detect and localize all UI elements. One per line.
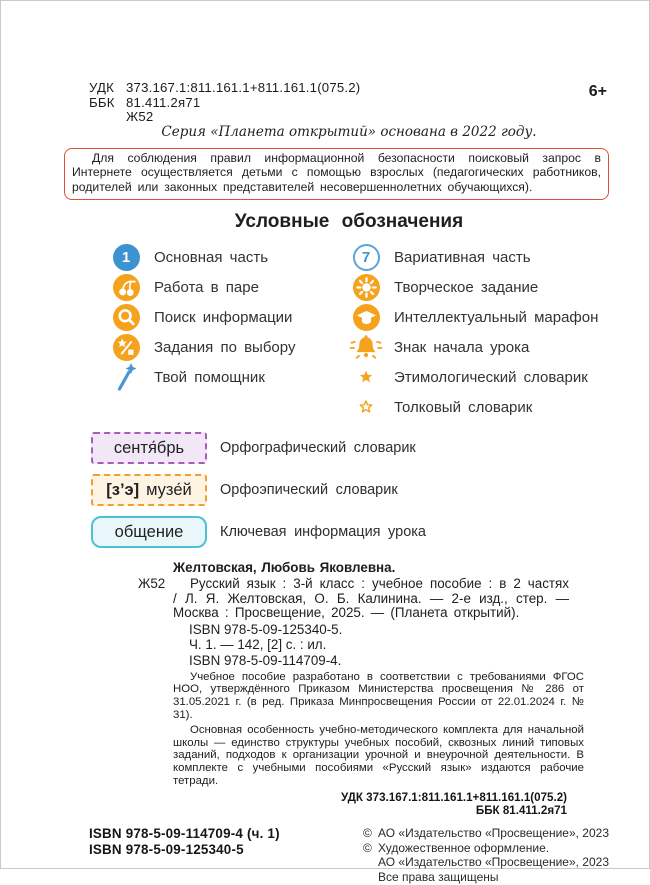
author-code: Ж52 [126, 109, 154, 124]
safety-notice-text: Для соблюдения правил информационной безопасности поисковый запрос в Интернете осуществляется детьми с помощью взрослых (педагогических работников, родителей или законных представителей несовершеннолетних обучающихся). [72, 150, 601, 194]
legend-item-label: Вариативная часть [394, 248, 531, 266]
legend-item-label: Интеллектуальный марафон [394, 308, 599, 326]
bbk-label: ББК [89, 94, 115, 110]
legend-item-pair-work [111, 272, 351, 302]
safety-notice-box [64, 148, 609, 201]
number-1-badge-icon: 1 [111, 244, 141, 271]
word-box-communication [91, 516, 207, 548]
bell-icon [351, 333, 381, 361]
sun-icon [351, 274, 381, 301]
example-label: Орфоэпический словарик [220, 482, 398, 498]
legend-item-creative-task [351, 272, 609, 302]
cherries-icon [111, 274, 141, 301]
word-text: музе́й [146, 480, 192, 499]
legend-item-label: Задания по выбору [154, 338, 296, 356]
catalog-code: Ж52 [138, 575, 166, 591]
footer [89, 826, 609, 885]
copyright-sign [363, 855, 378, 870]
legend-item-label: Знак начала урока [394, 338, 530, 356]
copyright-text: АО «Издательство «Просвещение», 2023 [377, 825, 609, 840]
legend-item-etymology-dict [351, 362, 609, 392]
example-key-info [89, 516, 609, 548]
word-box-museum [91, 474, 207, 506]
age-rating-badge: 6+ [588, 83, 607, 100]
graduation-cap-icon [351, 304, 381, 331]
classification-codes [89, 81, 609, 125]
legend-item-info-search [111, 302, 351, 332]
catalog-part-line: Ч. 1. — 142, [2] с. : ил. [189, 637, 327, 653]
copyright-sign: © [362, 825, 372, 840]
star-filled-icon [351, 370, 381, 384]
example-orthographic [89, 432, 609, 464]
legend-item-label: Основная часть [154, 248, 269, 266]
star-outline-icon [351, 400, 381, 414]
footer-isbn-block [89, 826, 280, 885]
series-note: Серия «Планета открытий» основана в 2022 году. [161, 123, 537, 140]
copyright-line [363, 870, 609, 885]
word-transcription: [з’э] [106, 480, 140, 499]
footer-isbn-line: ISBN 978-5-09-114709-4 (ч. 1) [89, 825, 280, 841]
catalog-isbn-block [189, 623, 609, 668]
udk-label: УДК [89, 80, 114, 95]
legend-item-lesson-start [351, 332, 609, 362]
catalog-note-features: Основная особенность учебно-методического комплекта для начальной школы — единство структуры учебных пособий, сквозных линий типовых заданий, подходов к организации урочной и внеурочной деятельности. В комплекте с учебными пособиями «Русский язык» издаются рабочие тетради. [173, 723, 584, 787]
legend-item-variative-part [351, 242, 609, 272]
example-orthoepic [89, 474, 609, 506]
magic-wand-icon [111, 362, 141, 392]
legend-item-explanatory-dict [351, 392, 609, 422]
legend-item-label: Поиск информации [154, 308, 293, 326]
bbk-line: ББК 81.411.2я71 [475, 803, 567, 817]
number-7-badge-icon: 7 [351, 244, 381, 271]
catalog-isbn-line: ISBN 978-5-09-114709-4. [189, 652, 342, 668]
legend-item-label: Работа в паре [154, 278, 259, 296]
legend-item-label: Творческое задание [394, 278, 539, 296]
legend-item-choice-tasks [111, 332, 351, 362]
legend-item-helper [111, 362, 351, 392]
legend [111, 242, 609, 422]
copyright-text: Все права защищены [377, 870, 499, 885]
legend-item-marathon [351, 302, 609, 332]
catalog-entry: Русский язык : 3-й класс : учебное пособие : в 2 частях / Л. Я. Желтовская, О. Б. Калинина. — 2-е изд., стер. — Москва : Просвещение, 2025. — (Планета открытий). [173, 575, 569, 621]
copyright-text: АО «Издательство «Просвещение», 2023 [377, 855, 609, 870]
magnifier-icon [111, 304, 141, 331]
legend-item-main-part [111, 242, 351, 272]
choice-tasks-icon [111, 334, 141, 361]
legend-item-label: Этимологический словарик [394, 368, 588, 386]
copyright-line [363, 826, 609, 841]
udk-line: УДК 373.167.1:811.161.1+811.161.1(075.2) [341, 790, 567, 804]
legend-item-label: Толковый словарик [394, 398, 533, 416]
word-box-september [91, 432, 207, 464]
catalog-card [89, 561, 609, 817]
example-label: Ключевая информация урока [220, 524, 426, 540]
udk-value: 373.167.1:811.161.1+811.161.1(075.2) [126, 80, 361, 95]
bbk-value: 81.411.2я71 [126, 94, 201, 110]
word-text: общение [114, 522, 184, 541]
legend-title: Условные обозначения [234, 211, 464, 232]
example-boxes [89, 432, 609, 548]
copyright-line [363, 841, 609, 856]
catalog-author: Желтовская, Любовь Яковлевна. [173, 560, 396, 575]
legend-item-label: Твой помощник [154, 368, 265, 386]
catalog-isbn-line: ISBN 978-5-09-125340-5. [189, 622, 343, 638]
legend-left-column [111, 242, 351, 422]
copyright-text: Художественное оформление. [377, 840, 550, 855]
footer-isbn-line: ISBN 978-5-09-125340-5 [89, 841, 244, 857]
copyright-line [363, 855, 609, 870]
copyright-sign [363, 870, 378, 885]
copyright-sign: © [362, 840, 372, 855]
udk-bbk-right-block [89, 791, 567, 817]
catalog-note-fgos: Учебное пособие разработано в соответствии с требованиями ФГОС НОО, утверждённого Приказом Министерства просвещения № 286 от 31.05.2021 г. (в ред. Приказа Минпросвещения России от 22.01.2024 г. № 31). [173, 670, 584, 721]
copyright-block [363, 826, 609, 885]
example-label: Орфографический словарик [220, 440, 416, 456]
legend-right-column [351, 242, 609, 422]
word-text: сентя́брь [113, 438, 185, 457]
